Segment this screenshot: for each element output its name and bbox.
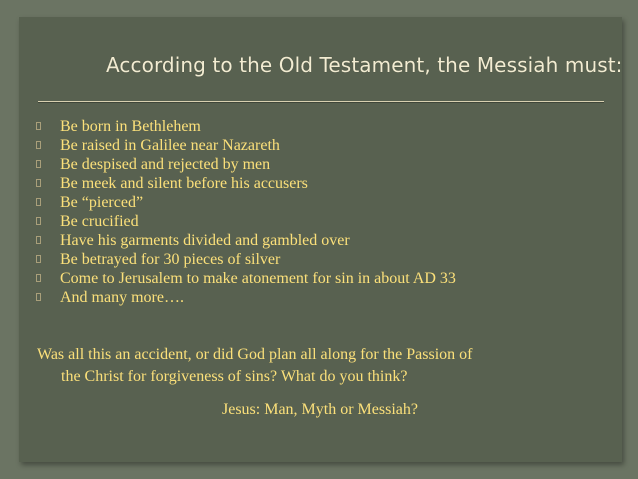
title-divider bbox=[38, 101, 604, 103]
bullet-text: And many more…. bbox=[60, 289, 184, 306]
bullet-text: Come to Jerusalem to make atonement for sin in about AD 33 bbox=[60, 270, 456, 287]
bullet-text: Be born in Bethlehem bbox=[60, 118, 201, 135]
closing-text: Jesus: Man, Myth or Messiah? bbox=[222, 401, 418, 418]
bullet-square-icon bbox=[36, 141, 41, 149]
bullet-square-icon bbox=[36, 179, 41, 187]
bullet-square-icon bbox=[36, 217, 41, 225]
closing-line bbox=[0, 399, 638, 421]
bullet-square-icon bbox=[36, 122, 41, 130]
bullet-square-icon bbox=[36, 274, 41, 282]
bullet-text: Be crucified bbox=[60, 213, 139, 230]
bullet-square-icon bbox=[36, 236, 41, 244]
bullet-square-icon bbox=[36, 198, 41, 206]
bullet-square-icon bbox=[36, 255, 41, 263]
bullet-square-icon bbox=[36, 160, 41, 168]
bullet-text: Be meek and silent before his accusers bbox=[60, 175, 308, 192]
question-line-2: the Christ for forgiveness of sins? What do you think? bbox=[61, 368, 408, 385]
bullet-square-icon bbox=[36, 293, 41, 301]
bullet-text: Be betrayed for 30 pieces of silver bbox=[60, 251, 281, 268]
bullet-text: Have his garments divided and gambled over bbox=[60, 232, 350, 249]
question-line-1: Was all this an accident, or did God plan all along for the Passion of bbox=[37, 346, 473, 363]
bullet-text: Be despised and rejected by men bbox=[60, 156, 271, 173]
slide-title: According to the Old Testament, the Messiah must: bbox=[106, 53, 623, 77]
bullet-text: Be raised in Galilee near Nazareth bbox=[60, 137, 280, 154]
bullet-text: Be “pierced” bbox=[60, 194, 144, 211]
